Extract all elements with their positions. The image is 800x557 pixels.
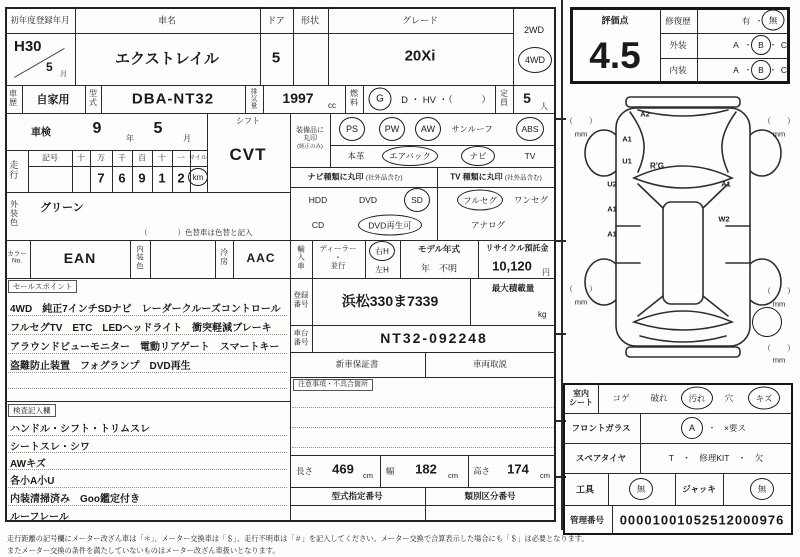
class-number-label: 類別区分番号 [464,491,516,501]
grid-line [640,413,641,473]
equip-airbag-circled: エアバック [382,146,438,166]
dotted-line [8,435,287,436]
grid-line [290,352,556,353]
equip-sunroof: サンルーフ [451,124,493,134]
drive-2wd: 2WD [524,25,544,35]
damage-mark: U2 [607,179,617,189]
grid-line [72,150,73,192]
grid-line [660,58,788,59]
grid-line [260,7,261,85]
mileage-col-header: 百 [138,153,146,163]
body-color-label: 外装色 [10,199,18,227]
grid-line [290,167,556,168]
first-reg-month-unit: 月 [60,71,67,78]
capacity-value: 5 [523,90,531,106]
grid-line [330,145,556,146]
grid-line [290,377,556,378]
tv-fullseg-circled: フルセグ [457,190,503,211]
equip-ps-circled: PS [339,117,365,141]
tools-none-circled: 無 [629,478,653,500]
mileage-unit-mile: マイル [189,155,207,162]
mileage-col-header: 万 [97,153,105,163]
inspection-month: 5 [153,120,163,137]
door-label: ドア [267,15,285,26]
color-no-value: EAN [63,250,97,266]
mileage-unit-km-circled: km [188,168,208,186]
grid-line [400,240,401,278]
grid-line [112,150,113,192]
grid-line [328,7,329,85]
inspection-label: 車検 [31,127,51,139]
dotted-line [292,447,554,448]
mileage-symbol-header: 記号 [42,153,58,163]
dotted-line [8,315,287,316]
footer-note-line1: 走行距離の記号欄にメーター改ざん車は「＊」、メーター交換車は「＄」、走行不明車は「＃」を記入してください。メーター交換で合算表示した場合にも「＄」は必要となります。 [7,534,589,543]
grid-line [563,505,793,506]
damage-mark: A1 [607,229,617,239]
grid-line [172,150,173,192]
grid-line [290,505,556,506]
model-year-label: モデル年式 [417,244,461,254]
grid-line [563,443,793,444]
grid-line [290,325,556,326]
check-line: 各小A小U [10,476,55,487]
grid-line [697,9,698,82]
dotted-line [8,334,287,335]
first-reg-year: H30 [14,38,42,55]
mileage-col-header: 千 [118,153,126,163]
grid-line [22,85,23,113]
width-value: 182 [415,461,437,477]
damage-mark: A1 [721,179,731,189]
damage-mark: W2 [718,214,730,224]
reg-number-value: 浜松330ま7339 [341,293,439,309]
dotted-line [8,469,287,470]
chassis-value: NT32-092248 [380,330,488,346]
sales-points-tab: セールスポイント [8,280,77,293]
check-line: シートスレ・シワ [10,442,90,453]
repair-no-circled: 無 [762,10,785,31]
seat-scratch-circled: キズ [748,387,780,410]
max-load-label: 最大積載量 [491,283,535,293]
inspection-year: 9 [92,120,102,137]
dotted-line [8,487,287,488]
shift-value: CVT [229,145,267,164]
grid-line [290,455,556,456]
dot-sep: ・ [769,65,777,75]
manual-label: 車両取説 [472,359,508,369]
mileage-label: 走行 [9,160,19,180]
width-label: 幅 [386,466,395,476]
body-color-value: グリーン [40,202,84,214]
check-line: AWキズ [10,459,46,470]
grid-line [365,240,366,278]
score-value: 4.5 [589,35,641,76]
displacement-value: 1997 [282,90,314,106]
seat-tear: 破れ [650,393,668,403]
inspection-year-unit: 年 [126,134,134,143]
warranty-label: 新車保証書 [335,359,379,369]
grid-line [5,33,513,34]
grid-line [215,240,216,278]
sales-point-line: 盗難防止装置 フォグランプ DVD再生 [10,361,191,372]
grid-line [598,383,599,413]
exterior-a: A [733,40,739,50]
dot-sep: ・ [769,40,777,50]
repair-history-label: 修復歴 [665,16,691,26]
exterior-grade-label: 外装 [669,40,687,50]
grade-label: グレード [401,15,439,26]
recycle-label: リサイクル預託金 [485,243,549,253]
dot-sep: ・ [755,16,763,26]
grid-line [245,85,246,113]
manage-number-label: 管理番号 [569,515,605,525]
first-reg-label: 初年度登録年月 [10,15,70,25]
grid-line [468,455,469,487]
length-unit: cm [363,471,373,480]
score-label: 評価点 [601,15,629,26]
check-notes-tab: 検査記入欄 [8,404,56,417]
mileage-col-header: 十 [158,153,166,163]
equip-tv: TV [524,151,536,161]
history-label: 車歴 [9,89,17,107]
sales-point-line: アラウンドビューモニター 電動リアゲート スマートキー [10,342,280,353]
dotted-line [8,388,287,389]
length-label: 長さ [296,466,314,476]
capacity-unit: 人 [540,102,548,111]
height-label: 高さ [473,466,491,476]
grid-line [5,85,556,86]
navi-dvd: DVD [359,195,377,205]
grid-line [437,167,438,240]
grid-line [345,85,346,113]
grid-line [290,113,291,522]
grid-line [290,487,556,488]
grid-line [660,9,661,82]
grid-line [723,473,724,505]
check-line: 内装清掃済み Goo鑑定付き [10,494,140,505]
equipment-header: 装備品に 丸印 (純正のみ) [296,126,324,151]
navi-dvd-play-circled: DVD再生可 [358,215,422,236]
grid-line [5,240,556,241]
manage-number-value: 00001001052512000976 [619,512,785,528]
grid-line [150,240,151,278]
dotted-line [8,372,287,373]
mileage-digit: 6 [118,170,126,186]
dot-sep: ・ [744,40,752,50]
exterior-b-circled: B [751,35,771,55]
grid-line [495,85,496,113]
fuel-label: 燃料 [350,89,358,107]
mileage-digit: 9 [138,170,146,186]
grid-line [612,505,613,535]
interior-color-label: 内装色 [136,244,144,271]
seat-stain-circled: 汚れ [681,387,713,410]
windshield-a-circled: A [681,417,703,439]
tv-analog: アナログ [470,220,506,230]
mm-unit: mm [772,129,786,139]
dotted-line [8,505,287,506]
seat-label: 室内 シート [569,388,593,407]
grid-line [75,7,76,85]
mileage-digit: 2 [177,170,185,186]
model-code-value: DBA-NT32 [131,90,215,108]
grid-line [425,487,426,522]
grid-line [563,413,793,414]
mm-unit: mm [574,129,588,139]
grid-line [478,240,479,278]
extra-mark-circle [752,307,782,337]
damage-mark: R'G [650,161,664,171]
grid-line [28,150,29,192]
grid-line [90,150,91,192]
grid-line [5,401,290,402]
navi-type-header: ナビ種類に丸印 (社外品含む) [307,172,403,182]
tools-label: 工具 [575,484,595,495]
import-dealer: ディーラー ・ 並行 [319,244,357,271]
sales-point-line: 4WD 純正7インチSDナビ レーダークルーズコントロール [10,304,281,315]
grid-line [470,278,471,325]
grid-line [290,187,556,188]
spare-tire-options: T ・ 修理KIT ・ 欠 [668,453,764,463]
grid-line [5,192,290,193]
windshield-label: フロントガラス [571,423,631,433]
ac-value: AAC [246,251,276,265]
grid-line [608,473,609,505]
type-designation-label: 型式指定番号 [331,491,383,501]
windshield-replace: ×要ス [724,423,746,433]
dotted-line [292,427,554,428]
car-name-value: エクストレイル [114,50,220,68]
mileage-digit: 1 [158,170,166,186]
grid-line [5,113,556,114]
mm-bracket: （ ） [763,343,795,353]
model-code-label: 型式 [89,89,97,107]
grid-line [152,150,153,192]
fuel-options: D ・ HV ・（ ） [401,95,491,106]
ac-label: 冷房 [220,248,228,266]
grid-line [132,150,133,192]
history-value: 自家用 [36,94,70,106]
dotted-line [8,353,287,354]
exterior-c: C [780,40,788,50]
mm-unit: mm [772,299,786,309]
grid-line [660,33,788,34]
car-name-label: 車名 [157,15,177,26]
fuel-g-circled: G [369,88,392,111]
grid-line [293,7,294,85]
height-value: 174 [507,461,529,477]
navi-sd-circled: SD [404,188,430,212]
grid-line [513,7,514,113]
repair-yes: 有 [741,16,751,26]
import-lh: 左H [375,265,389,275]
grid-line [675,473,676,505]
grid-line [85,85,86,113]
length-value: 469 [332,461,354,477]
seat-burn: コゲ [612,393,630,403]
equip-leather: 本革 [347,151,365,161]
grid-line [130,240,131,278]
grid-line [30,240,31,278]
grid-line [28,166,207,167]
grid-line [263,85,264,113]
capacity-label: 定員 [500,89,508,107]
tv-oneseg: ワンセグ [513,195,549,205]
model-year-value: 年 不明 [420,263,458,274]
interior-b-circled: B [751,60,771,80]
interior-c: C [780,65,788,75]
footer-note-line2: またメーター交換の条件を満たしていないものはメーター改ざん車扱いとなります。 [7,546,280,555]
seat-hole: 穴 [724,393,734,403]
damage-mark: A2 [640,109,650,119]
grid-line [5,150,207,151]
color-no-label: カラーNo. [7,250,27,265]
equip-navi-circled: ナビ [461,146,495,166]
check-line: ルーフレール [10,512,69,523]
mileage-col-header: 一 [177,153,185,163]
equip-aw-circled: AW [415,117,441,141]
chassis-label: 車台 番号 [293,328,309,346]
shape-label: 形状 [300,15,320,26]
spare-tire-label: スペアタイヤ [575,453,627,463]
shift-label: シフト [236,116,260,126]
damage-mark: A1 [607,204,617,214]
width-unit: cm [448,471,458,480]
navi-hdd: HDD [308,195,328,205]
inspection-month-unit: 月 [183,134,191,143]
mileage-digit: 7 [97,170,105,186]
check-line: ハンドル・シフト・トリムスレ [10,424,150,435]
equip-pw-circled: PW [379,117,405,141]
recycle-value: 10,120 [492,258,532,274]
dot-sep: ・ [744,65,752,75]
dotted-line [8,452,287,453]
door-value: 5 [271,49,281,67]
jack-none-circled: 無 [750,478,774,500]
grid-line [563,473,793,474]
dot-sep: ・ [708,423,716,433]
grid-line [380,455,381,487]
mm-bracket: （ ） [565,116,597,126]
mm-bracket: （ ） [565,284,597,294]
mm-unit: mm [772,355,786,365]
damage-mark: A1 [622,134,632,144]
grid-line [425,352,426,377]
displacement-unit: cc [328,101,336,110]
damage-mark: U1 [622,156,632,166]
grade-value: 20Xi [404,47,436,65]
ruler-tick [556,333,566,335]
dotted-line [292,407,554,408]
import-rh-circled: 右H [369,241,395,261]
grid-line [233,240,234,278]
sales-point-line: フルセグTV ETC LEDヘッドライト 衝突軽減ブレーキ [10,323,272,334]
navi-cd: CD [311,220,325,230]
first-reg-month: 5 [46,60,53,74]
drive-4wd-circled: 4WD [518,47,552,73]
interior-grade-label: 内装 [669,65,687,75]
body-color-note: （ ）色替車は色替と記入 [140,228,253,237]
max-load-unit: kg [538,310,547,319]
equip-abs-circled: ABS [516,117,544,141]
ruler-tick [556,240,566,242]
height-unit: cm [540,471,550,480]
grid-line [101,85,102,113]
interior-a: A [733,65,739,75]
grid-line [363,85,364,113]
mm-bracket: （ ） [763,116,795,126]
tv-type-header: TV 種類に丸印 (社外品含む) [450,172,542,182]
mm-unit: mm [574,297,588,307]
recycle-unit: 円 [542,268,550,277]
jack-label: ジャッキ [682,484,716,494]
notes-tab: 注意事項・不具合箇所 [293,379,373,391]
mileage-col-header: 十 [77,153,85,163]
import-label: 輸入車 [297,244,305,271]
displacement-label: 排気量 [250,88,258,110]
grid-line [312,240,313,352]
reg-number-label: 登録 番号 [293,290,309,308]
mm-bracket: （ ） [763,286,795,296]
grid-line [5,278,556,279]
